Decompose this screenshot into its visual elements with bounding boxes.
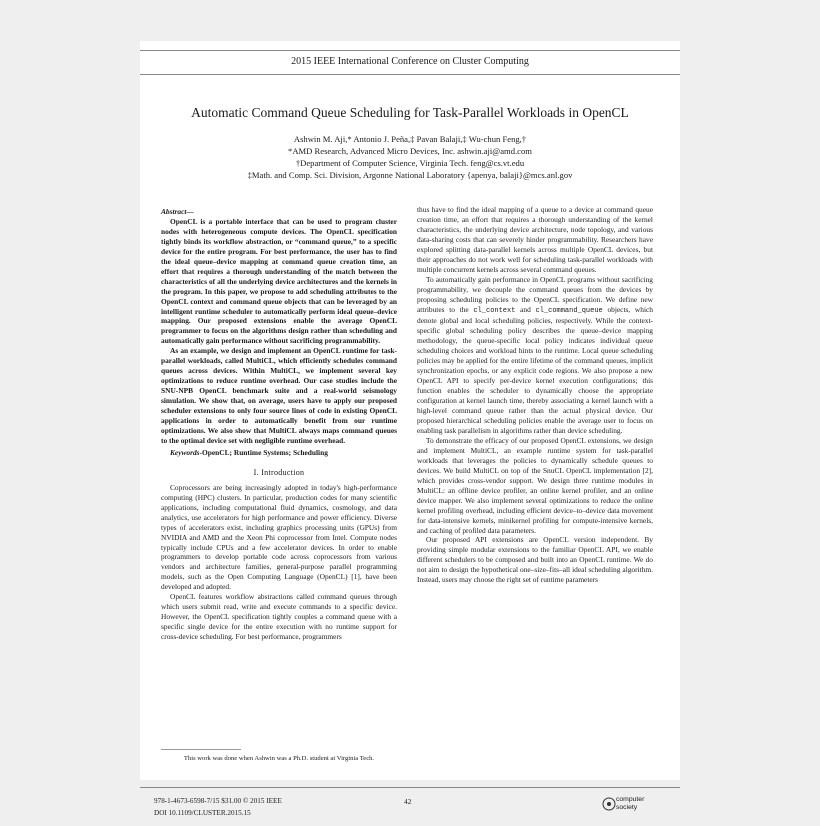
body-paragraph: To demonstrate the efficacy of our proposed OpenCL extensions, we design and implement MultiCL, an example runtime system for task-parallel workloads that leverages the policies to dynamically schedule queues to devices. We build MultiCL on top of the SnuCL OpenCL implementation [2], which provides cross-vendor support. We design three runtime modules in MultiCL: an offline device profiler, an online kernel profiler, and an online device mapper. We also implement several optimizations to reduce the online kernel profiling overhead, including efficient device–to–device data movement for data-intensive kernels, minikernel profiling for compute-intensive kernels, and caching of profiled data parameters. (417, 435, 653, 535)
isbn-line: 978-1-4673-6598-7/15 $31.00 © 2015 IEEE (154, 797, 282, 805)
text-run: objects, which denote global and local scheduling policies, respectively. While the context-specific global scheduling policy describes the queue–device mapping methodology, the queue-specific local policy indicates individual queue scheduling choices and workload hints to the runtime. Local queue scheduling policies may be applied for the entire lifetime of the command queues, implicit synchronization epochs, or any explicit code regions. We also propose a new OpenCL API to specify per-device kernel execution configurations; this function enables the scheduler to dynamically choose the appropriate configuration at kernel launch time, thereby associating a kernel launch with a high-level command queue rather than the actual physical device. Our proposed hierarchical scheduling policies enable the average user to focus on enabling task parallelism in algorithms rather than device scheduling. (417, 304, 653, 435)
affiliation-anl: ‡Math. and Comp. Sci. Division, Argonne National Laboratory {apenya, balaji}@mcs.anl.gov (247, 170, 573, 180)
footnote-rule (161, 749, 241, 750)
society-logo-icon (602, 793, 616, 815)
body-paragraph (417, 275, 653, 436)
header-top-rule (140, 50, 680, 51)
computer-society-logo (602, 791, 664, 819)
footnote: This work was done when Ashwin was a Ph.D. student at Virginia Tech. (183, 755, 375, 762)
logo-text-line1: computer (616, 796, 645, 803)
doi-line: DOI 10.1109/CLUSTER.2015.15 (154, 809, 251, 817)
keywords-label: Keywords (170, 447, 200, 457)
header-bottom-rule (140, 74, 680, 75)
abstract-paragraph: OpenCL is a portable interface that can be used to program cluster nodes with heterogeneous compute devices. The OpenCL specification tightly binds its workflow abstraction, or “command queue,” to a specific device for the entire program. For best performance, the user has to find the ideal queue–device mapping at command queue creation time, an effort that requires a thorough understanding of the match between the characteristics of all the underlying device architectures and the kernels in the program. In this paper, we propose to add scheduling attributes to the OpenCL context and command queue objects that can be leveraged by an intelligent runtime scheduler to automatically perform ideal queue–device mapping. Our proposed extensions enable the average OpenCL programmer to focus on the algorithms design rather than scheduling and automatically gain performance without sacrificing programmability. (161, 216, 397, 346)
keywords (161, 448, 397, 458)
section-heading: I. Introduction (253, 467, 305, 477)
affiliation-vt: †Department of Computer Science, Virginia Tech. feng@cs.vt.edu (295, 158, 525, 168)
body-paragraph: Our proposed API extensions are OpenCL version independent. By providing simple modular extensions to the familiar OpenCL API, we enable different schedulers to be composed and built into an OpenCL runtime. We do not aim to design the hypothetical one–size–fits–all ideal scheduling algorithm. Instead, users may choose the right set of runtime parameters (417, 535, 653, 585)
abstract-paragraph: As an example, we design and implement an OpenCL runtime for task-parallel workloads, called MultiCL, which efficiently schedules command queues across devices. Within MultiCL, we implement several key optimizations to reduce runtime overhead. Our case studies include the SNU-NPB OpenCL benchmark suite and a real-world seismology simulation. We show that, on average, users have to apply our proposed scheduler extensions to only four source lines of code in existing OpenCL applications in order to automatically benefit from our runtime optimizations. We also show that MultiCL always maps command queues to the optimal device set with negligible runtime overhead. (161, 346, 397, 445)
footer-rule (140, 787, 680, 788)
page-number: 42 (404, 797, 412, 806)
text-run: and (515, 304, 536, 314)
text-run: To automatically gain performance in OpenCL programs without sacrificing programmability, we decouple the command queues from the devices by proposing scheduling policies to the OpenCL specification. We define new attributes to the (417, 274, 653, 314)
body-paragraph: OpenCL features workflow abstractions called command queues through which users submit read, write and execute commands to a specific device. However, the OpenCL specification tightly couples a command queue with a specific single device for the entire execution with no runtime support for cross-device scheduling. For best performance, programmers (161, 592, 397, 642)
author-block (140, 133, 680, 181)
right-column (417, 205, 653, 585)
logo-text-line2: society (616, 804, 638, 811)
authors: Ashwin M. Aji,* Antonio J. Peña,‡ Pavan Balaji,‡ Wu-chun Feng,† (293, 134, 527, 144)
conference-header: 2015 IEEE International Conference on Cluster Computing (291, 56, 529, 67)
keywords-text: -OpenCL; Runtime Systems; Scheduling (199, 447, 328, 457)
affiliation-amd: *AMD Research, Advanced Micro Devices, Inc. ashwin.aji@amd.com (288, 146, 532, 156)
code-cl-command-queue: cl_command_queue (535, 306, 603, 315)
abstract-label: Abstract— (161, 207, 194, 216)
paper-page (140, 41, 680, 817)
abstract (161, 207, 397, 458)
page-footer (140, 789, 680, 825)
code-cl-context: cl_context (473, 306, 516, 315)
body-paragraph: thus have to find the ideal mapping of a queue to a device at command queue creation time, an effort that requires a thorough understanding of the kernel characteristics, the underlying device architecture, node topology, and various data-sharing costs that can severely hinder programmability. Researchers have explored splitting data-parallel kernels across multiple OpenCL devices, but their approaches do not work well for scheduling task-parallel workloads with multiple concurrent kernels across several command queues. (417, 205, 653, 274)
body-paragraph: Coprocessors are being increasingly adopted in today's high-performance computing (HPC) clusters. In particular, production codes for many scientific applications, including computational fluid dynamics, cosmology, and data analytics, use accelerators for high performance and power efficiency. Diverse types of accelerators exist, including graphics processing units (GPUs) from NVIDIA and AMD and the Xeon Phi coprocessor from Intel. Compute nodes typically include CPUs and a few accelerator devices. In order to enable programmers to develop portable code across coprocessors from various vendors and architecture families, general-purpose parallel programming models, such as the Open Computing Language (OpenCL) [1], have been developed and adopted. (161, 482, 397, 592)
paper-title: Automatic Command Queue Scheduling for Task-Parallel Workloads in OpenCL (191, 105, 629, 120)
left-column (161, 207, 397, 642)
